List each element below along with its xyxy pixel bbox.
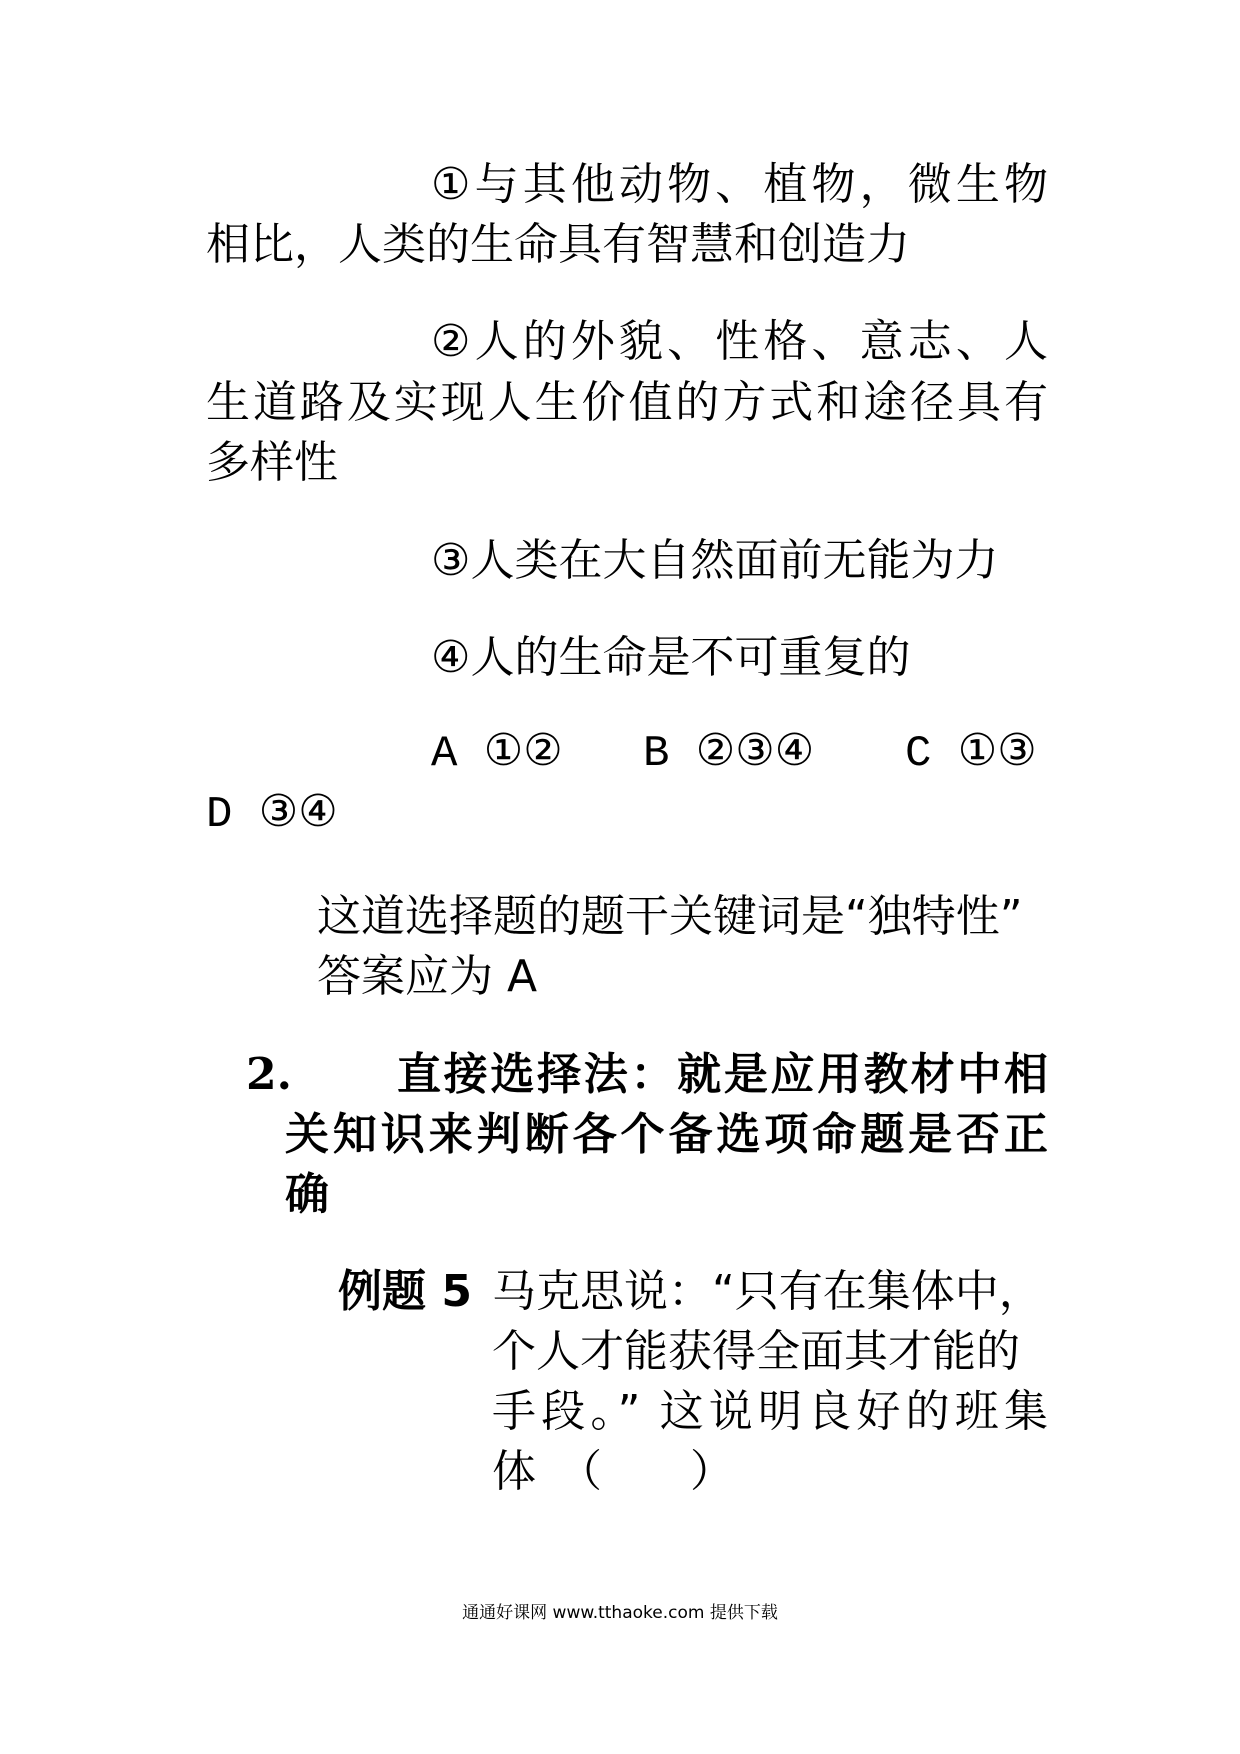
method-2-line-3: 确 <box>285 1169 329 1220</box>
option-4: ④人的生命是不可重复的 <box>431 632 911 683</box>
method-2-line-1: 直接选择法：就是应用教材中相 <box>397 1049 1048 1100</box>
example-5-line-3: 手段。” 这说明良好的班集 <box>492 1386 1048 1437</box>
option-1-line-1: ①与其他动物、植物，微生物 <box>431 159 1048 210</box>
option-3: ③人类在大自然面前无能为力 <box>431 535 999 586</box>
method-2-number: 2. <box>246 1049 292 1100</box>
choice-c: C ①③ <box>905 729 1037 779</box>
example-5-line-1: 马克思说：“只有在集体中， <box>492 1266 1043 1317</box>
choice-a: A ①② <box>431 729 563 779</box>
option-2-line-1: ②人的外貌、性格、意志、人 <box>431 316 1048 367</box>
analysis-line-2: 答案应为 A <box>317 951 538 1002</box>
choice-b: B ②③④ <box>643 729 815 779</box>
example-5-line-4: 体 （ ） <box>492 1446 734 1497</box>
example-5-line-2: 个人才能获得全面其才能的 <box>492 1326 1020 1377</box>
analysis-line-1: 这道选择题的题干关键词是“独特性” <box>317 891 1023 942</box>
option-2-line-3: 多样性 <box>206 437 338 488</box>
option-2-line-2: 生道路及实现人生价值的方式和途径具有 <box>206 377 1048 428</box>
choice-d: D ③④ <box>206 790 338 840</box>
example-5-label: 例题 5 <box>338 1266 472 1317</box>
page-footer: 通通好课网 www.tthaoke.com 提供下载 <box>462 1603 778 1623</box>
method-2-line-2: 关知识来判断各个备选项命题是否正 <box>285 1109 1048 1160</box>
option-1-line-2: 相比，人类的生命具有智慧和创造力 <box>206 219 910 270</box>
